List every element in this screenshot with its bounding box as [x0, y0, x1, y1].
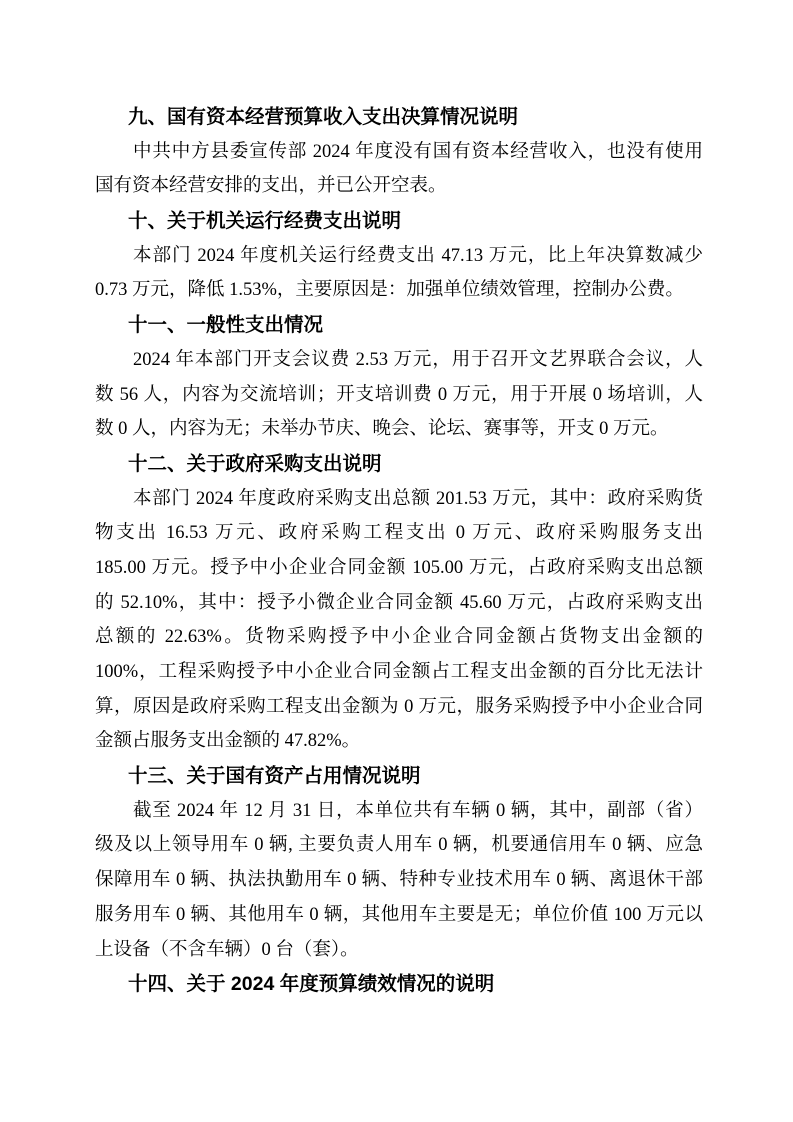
text-line: 0.73 万元，降低 1.53%，主要原因是：加强单位绩效管理，控制办公费。 — [95, 280, 684, 301]
section-heading-10: 十、关于机关运行经费支出说明 — [128, 210, 402, 233]
text-line: 服务用车 0 辆、其他用车 0 辆，其他用车主要是无；单位价值 100 万元以 — [95, 904, 703, 925]
text-line: 数 56 人，内容为交流培训；开支培训费 0 万元，用于开展 0 场培训，人 — [95, 384, 703, 405]
text-line: 本部门 2024 年度机关运行经费支出 47.13 万元，比上年决算数减少 — [133, 245, 703, 266]
text-line: 截至 2024 年 12 月 31 日，本单位共有车辆 0 辆，其中，副部（省） — [133, 800, 703, 821]
text-line: 国有资本经营安排的支出，并已公开空表。 — [95, 176, 447, 197]
section-heading-12: 十二、关于政府采购支出说明 — [128, 452, 382, 475]
section-heading-9: 九、国有资本经营预算收入支出决算情况说明 — [128, 106, 519, 128]
text-line: 总额的 22.63%。货物采购授予中小企业合同金额占货物支出金额的 — [95, 627, 703, 648]
section-heading-11: 十一、一般性支出情况 — [128, 314, 324, 337]
section-12-paragraph-1 — [95, 482, 703, 760]
text-line: 本部门 2024 年度政府采购支出总额 201.53 万元，其中：政府采购货 — [133, 488, 703, 509]
text-line: 算，原因是政府采购工程支出金额为 0 万元，服务采购授予中小企业合同 — [95, 696, 703, 717]
text-line: 级及以上领导用车 0 辆, 主要负责人用车 0 辆，机要通信用车 0 辆、应急 — [95, 835, 703, 856]
text-line: 的 52.10%，其中：授予小微企业合同金额 45.60 万元，占政府采购支出 — [95, 592, 703, 613]
text-line: 中共中方县委宣传部 2024 年度没有国有资本经营收入，也没有使用 — [133, 141, 703, 162]
section-9-paragraph-1 — [95, 135, 703, 204]
section-10-paragraph-1 — [95, 239, 703, 308]
text-line: 数 0 人，内容为无；未举办节庆、晚会、论坛、赛事等，开支 0 万元。 — [95, 419, 669, 440]
text-line: 185.00 万元。授予中小企业合同金额 105.00 万元，占政府采购支出总额 — [95, 557, 703, 578]
document-body — [95, 100, 703, 1002]
section-13-paragraph-1 — [95, 794, 703, 967]
text-line: 金额占服务支出金额的 47.82%。 — [95, 731, 361, 752]
text-line: 100%，工程采购授予中小企业合同金额占工程支出金额的百分比无法计 — [95, 662, 703, 682]
section-heading-14: 十四、关于 2024 年度预算绩效情况的说明 — [128, 973, 495, 996]
section-heading-13: 十三、关于国有资产占用情况说明 — [128, 765, 421, 788]
text-line: 上设备（不含车辆）0 台（套）。 — [95, 939, 359, 960]
text-line: 物支出 16.53 万元、政府采购工程支出 0 万元、政府采购服务支出 — [95, 523, 703, 544]
text-line: 2024 年本部门开支会议费 2.53 万元，用于召开文艺界联合会议，人 — [133, 349, 703, 370]
text-line: 保障用车 0 辆、执法执勤用车 0 辆、特种专业技术用车 0 辆、离退休干部 — [95, 870, 703, 891]
section-11-paragraph-1 — [95, 343, 703, 447]
